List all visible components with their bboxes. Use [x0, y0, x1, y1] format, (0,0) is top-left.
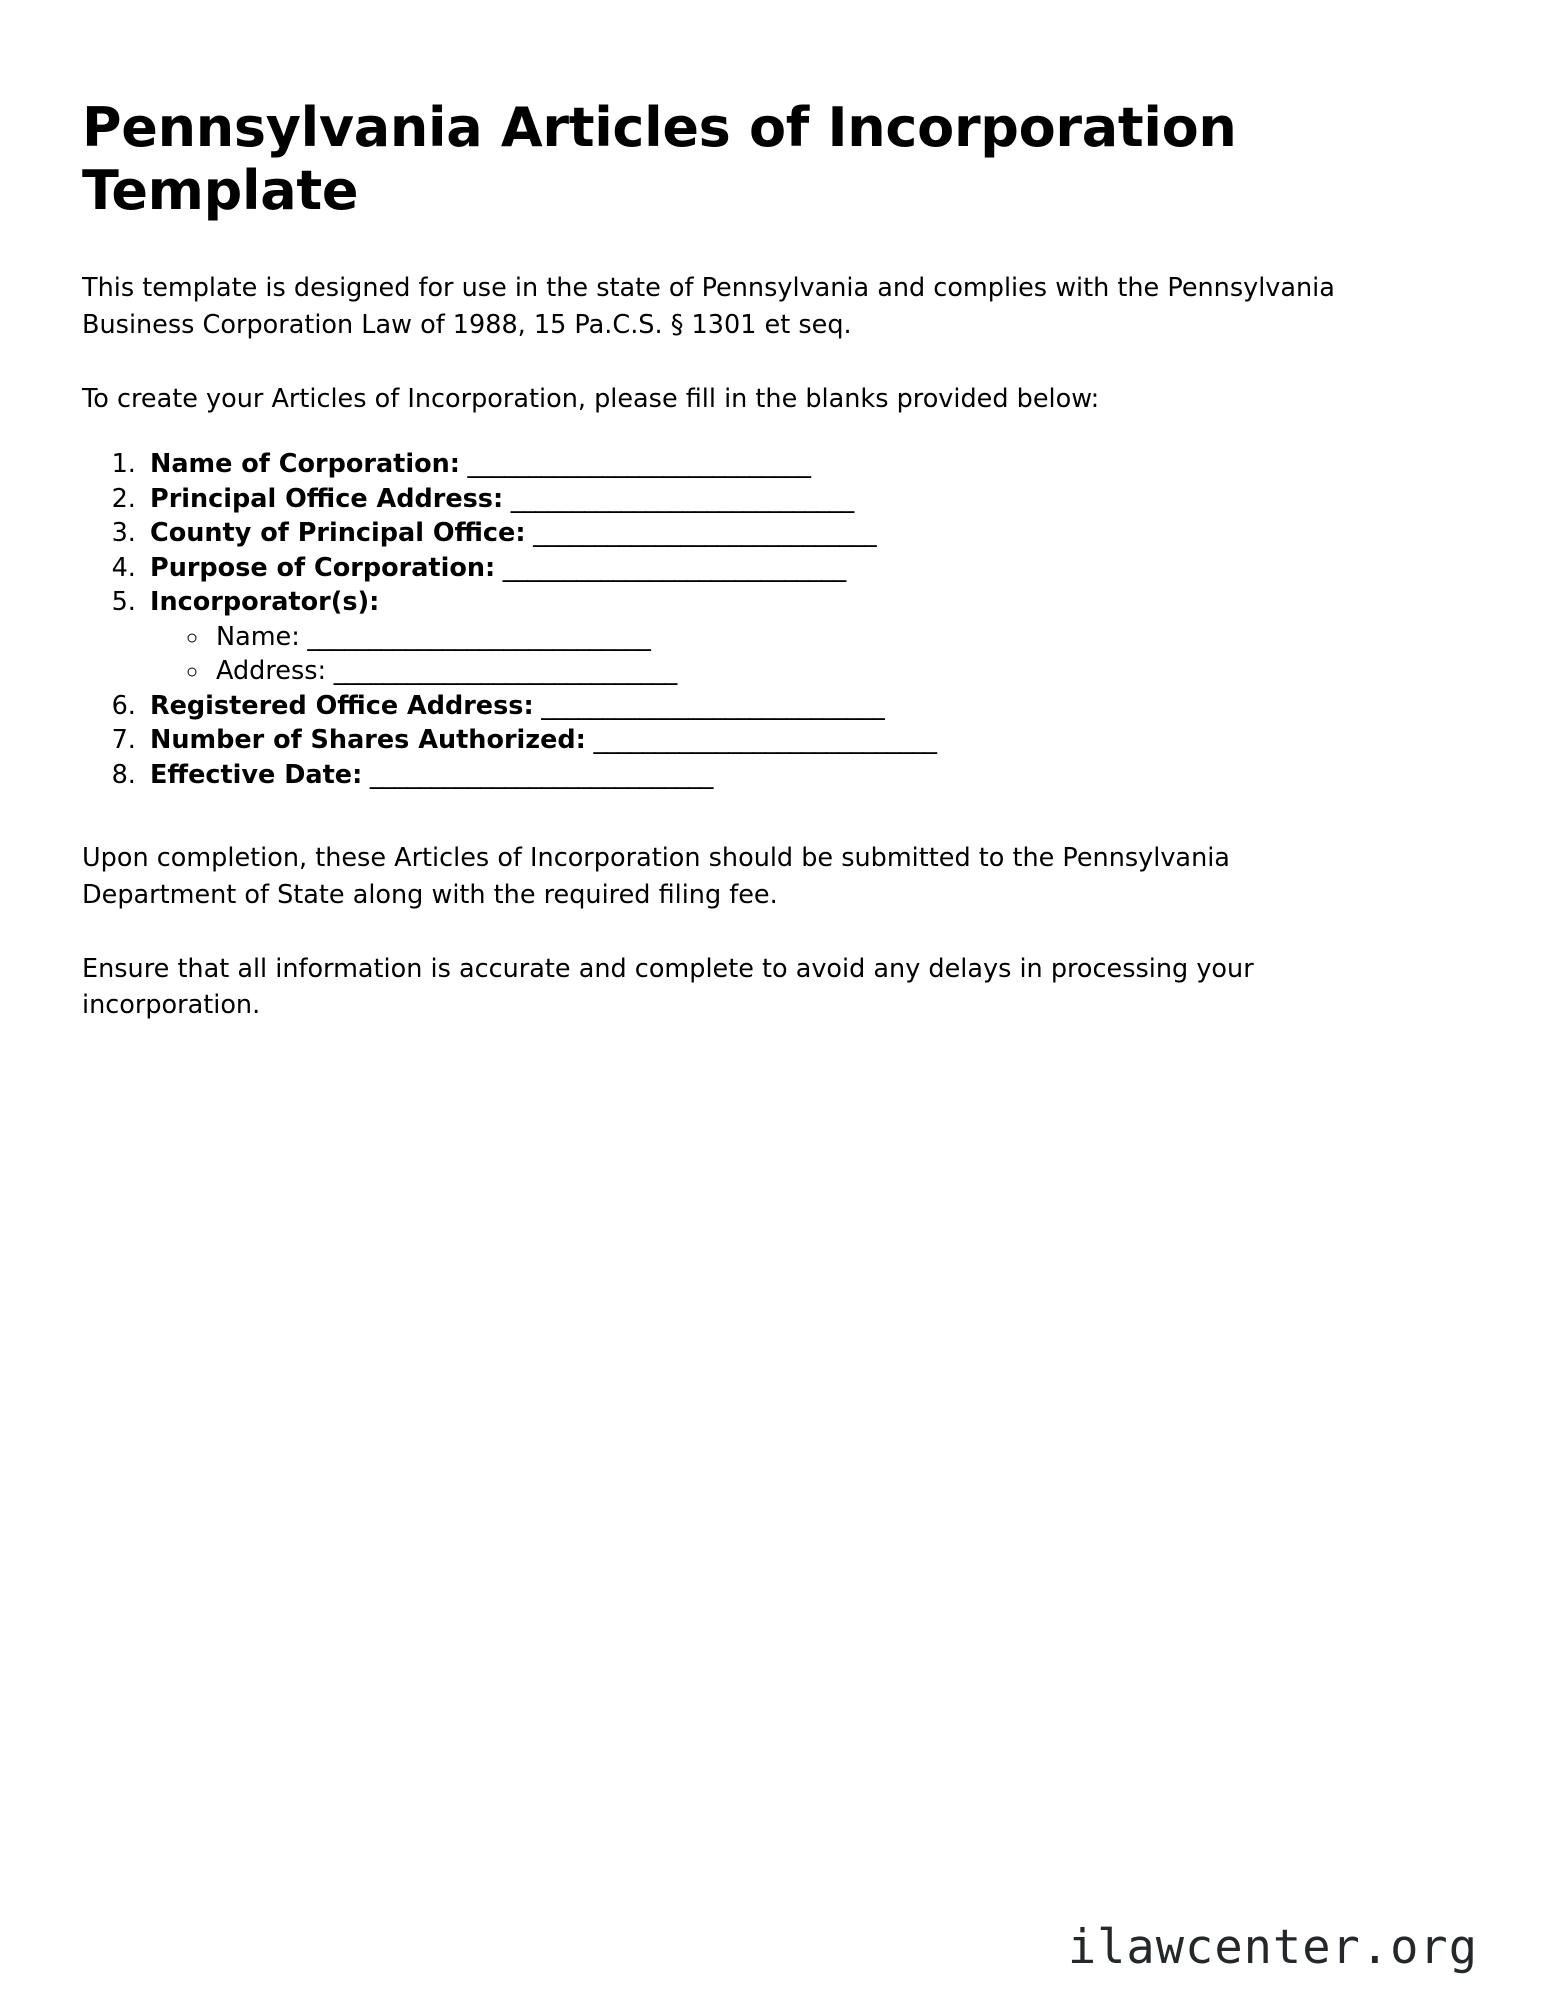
list-item [144, 758, 1472, 793]
field-label: Purpose of Corporation: [150, 552, 496, 583]
field-label: Incorporator(s): [150, 587, 380, 618]
list-item [210, 620, 1472, 655]
list-item [144, 723, 1472, 758]
field-blank[interactable]: ____________________________ [585, 725, 937, 756]
closing-paragraph-submission: Upon completion, these Articles of Incorporation should be submitted to the Pennsylvania Department of State along with the required filing fee. [82, 843, 1230, 910]
intro-paragraph: This template is designed for use in the state of Pennsylvania and complies with the Pennsylvania Business Corporation Law of 1988, 15 Pa.C.S. § 1301 et seq. [82, 273, 1335, 340]
list-item [144, 689, 1472, 724]
field-blank[interactable]: ____________________________ [459, 448, 811, 479]
instruction-paragraph: To create your Articles of Incorporation, please fill in the blanks provided below: [82, 383, 1100, 414]
list-item [144, 447, 1472, 482]
closing-paragraph-accuracy: Ensure that all information is accurate and complete to avoid any delays in processing your incorporation. [82, 953, 1254, 1021]
list-item [210, 654, 1472, 689]
sub-field-blank[interactable]: ____________________________ [326, 656, 677, 687]
field-blank[interactable]: ____________________________ [503, 483, 854, 514]
incorporator-sub-list [150, 620, 1472, 689]
list-item [144, 482, 1472, 517]
field-blank[interactable]: ____________________________ [362, 759, 713, 790]
field-label: Registered Office Address: [150, 690, 534, 721]
sub-field-label: Address: [216, 656, 327, 687]
field-label: Principal Office Address: [150, 483, 504, 514]
field-label: Number of Shares Authorized: [150, 725, 586, 756]
sub-field-blank[interactable]: ____________________________ [299, 621, 651, 652]
list-item [144, 585, 1472, 689]
field-blank[interactable]: ____________________________ [525, 518, 877, 549]
field-blank[interactable]: ____________________________ [495, 552, 846, 583]
list-item [144, 551, 1472, 586]
site-watermark: ilawcenter.org [1067, 1920, 1478, 1975]
field-blank[interactable]: ____________________________ [533, 690, 885, 721]
field-label: Name of Corporation: [150, 448, 460, 479]
field-label: County of Principal Office: [150, 518, 526, 549]
page-title: Pennsylvania Articles of Incorporation Template [82, 96, 1237, 223]
list-item [144, 516, 1472, 551]
form-fields-list [82, 447, 1472, 792]
sub-field-label: Name: [216, 621, 300, 652]
document-content [82, 96, 1472, 1023]
field-label: Effective Date: [150, 759, 363, 790]
